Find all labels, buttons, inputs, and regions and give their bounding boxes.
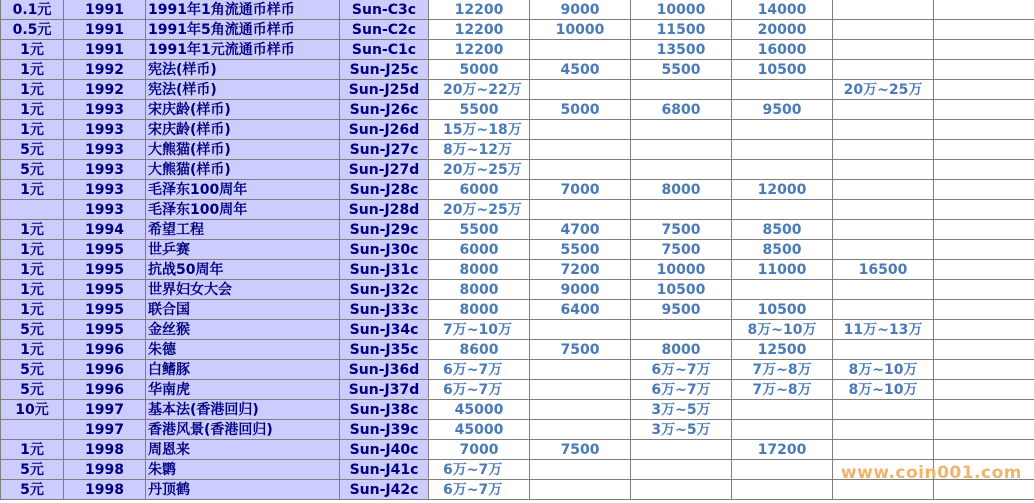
- cell-price-2: [530, 80, 631, 100]
- cell-face-value: [1, 200, 64, 220]
- cell-price-1: 20万~22万: [429, 80, 530, 100]
- table-row: [1, 220, 1034, 240]
- cell-coin-name: 1991年5角流通币样币: [146, 20, 340, 40]
- cell-price-5: [833, 120, 934, 140]
- cell-price-4: 10500: [732, 300, 833, 320]
- cell-catalog-code: Sun-J26d: [340, 120, 429, 140]
- cell-coin-name: 香港风景(香港回归): [146, 420, 340, 440]
- cell-price-1: 7万~10万: [429, 320, 530, 340]
- table-row: [1, 400, 1034, 420]
- cell-price-3: 3万~5万: [631, 400, 732, 420]
- cell-year: 1992: [64, 80, 146, 100]
- cell-price-1: 6万~7万: [429, 480, 530, 500]
- cell-price-4: 11000: [732, 260, 833, 280]
- cell-catalog-code: Sun-J28d: [340, 200, 429, 220]
- cell-catalog-code: Sun-J40c: [340, 440, 429, 460]
- cell-coin-name: 希望工程: [146, 220, 340, 240]
- cell-face-value: 5元: [1, 380, 64, 400]
- cell-coin-name: 毛泽东100周年: [146, 200, 340, 220]
- cell-coin-name: 抗战50周年: [146, 260, 340, 280]
- cell-price-2: 6400: [530, 300, 631, 320]
- cell-price-2: 7500: [530, 340, 631, 360]
- cell-year: 1995: [64, 240, 146, 260]
- cell-face-value: 1元: [1, 280, 64, 300]
- cell-coin-name: 毛泽东100周年: [146, 180, 340, 200]
- cell-price-5: [833, 220, 934, 240]
- table-row: [1, 100, 1034, 120]
- cell-catalog-code: Sun-J37d: [340, 380, 429, 400]
- cell-catalog-code: Sun-C2c: [340, 20, 429, 40]
- cell-price-4: [732, 160, 833, 180]
- cell-face-value: 1元: [1, 100, 64, 120]
- cell-empty: [934, 320, 1034, 340]
- cell-price-2: 10000: [530, 20, 631, 40]
- cell-price-2: 4700: [530, 220, 631, 240]
- cell-price-2: [530, 380, 631, 400]
- cell-face-value: 1元: [1, 60, 64, 80]
- cell-empty: [934, 220, 1034, 240]
- cell-price-1: 8000: [429, 300, 530, 320]
- table-row: [1, 40, 1034, 60]
- cell-catalog-code: Sun-J36d: [340, 360, 429, 380]
- cell-price-5: [833, 180, 934, 200]
- table-row: [1, 200, 1034, 220]
- cell-price-3: [631, 440, 732, 460]
- cell-price-1: 8000: [429, 260, 530, 280]
- cell-price-3: 10000: [631, 0, 732, 20]
- cell-coin-name: 华南虎: [146, 380, 340, 400]
- cell-price-4: [732, 460, 833, 480]
- cell-price-2: 7000: [530, 180, 631, 200]
- cell-price-4: [732, 120, 833, 140]
- cell-coin-name: 白鳍豚: [146, 360, 340, 380]
- table-row: [1, 420, 1034, 440]
- cell-catalog-code: Sun-J39c: [340, 420, 429, 440]
- cell-empty: [934, 440, 1034, 460]
- cell-empty: [934, 120, 1034, 140]
- cell-face-value: 5元: [1, 140, 64, 160]
- cell-price-3: 8000: [631, 340, 732, 360]
- cell-coin-name: 宪法(样币): [146, 80, 340, 100]
- cell-price-2: [530, 480, 631, 500]
- cell-price-3: 7500: [631, 240, 732, 260]
- cell-coin-name: 周恩来: [146, 440, 340, 460]
- cell-coin-name: 世界妇女大会: [146, 280, 340, 300]
- cell-face-value: 0.5元: [1, 20, 64, 40]
- cell-catalog-code: Sun-C1c: [340, 40, 429, 60]
- cell-catalog-code: Sun-J42c: [340, 480, 429, 500]
- cell-price-3: 8000: [631, 180, 732, 200]
- cell-year: 1993: [64, 180, 146, 200]
- cell-price-3: [631, 80, 732, 100]
- cell-face-value: 1元: [1, 340, 64, 360]
- cell-price-1: 6万~7万: [429, 380, 530, 400]
- table-row: [1, 280, 1034, 300]
- cell-price-3: 10000: [631, 260, 732, 280]
- cell-price-1: 6万~7万: [429, 460, 530, 480]
- cell-coin-name: 宋庆龄(样币): [146, 100, 340, 120]
- cell-year: 1991: [64, 0, 146, 20]
- cell-face-value: [1, 420, 64, 440]
- cell-price-4: 8500: [732, 220, 833, 240]
- cell-year: 1995: [64, 280, 146, 300]
- table-row: [1, 120, 1034, 140]
- cell-year: 1997: [64, 420, 146, 440]
- cell-empty: [934, 420, 1034, 440]
- cell-catalog-code: Sun-J32c: [340, 280, 429, 300]
- cell-year: 1993: [64, 140, 146, 160]
- cell-price-2: 7500: [530, 440, 631, 460]
- cell-face-value: 1元: [1, 80, 64, 100]
- cell-catalog-code: Sun-J28c: [340, 180, 429, 200]
- cell-empty: [934, 40, 1034, 60]
- cell-catalog-code: Sun-J27c: [340, 140, 429, 160]
- cell-catalog-code: Sun-J29c: [340, 220, 429, 240]
- cell-price-3: 11500: [631, 20, 732, 40]
- cell-price-4: 16000: [732, 40, 833, 60]
- cell-catalog-code: Sun-J30c: [340, 240, 429, 260]
- cell-price-2: [530, 460, 631, 480]
- cell-price-5: [833, 40, 934, 60]
- cell-year: 1995: [64, 300, 146, 320]
- cell-price-1: 5000: [429, 60, 530, 80]
- cell-price-3: 9500: [631, 300, 732, 320]
- cell-year: 1996: [64, 360, 146, 380]
- cell-empty: [934, 160, 1034, 180]
- cell-price-1: 7000: [429, 440, 530, 460]
- cell-price-3: [631, 200, 732, 220]
- cell-price-1: 8万~12万: [429, 140, 530, 160]
- cell-price-1: 12200: [429, 40, 530, 60]
- cell-price-5: 20万~25万: [833, 80, 934, 100]
- cell-empty: [934, 200, 1034, 220]
- cell-price-4: [732, 280, 833, 300]
- cell-price-5: [833, 440, 934, 460]
- cell-face-value: 1元: [1, 40, 64, 60]
- cell-coin-name: 大熊猫(样币): [146, 140, 340, 160]
- cell-year: 1993: [64, 160, 146, 180]
- cell-catalog-code: Sun-J26c: [340, 100, 429, 120]
- cell-empty: [934, 100, 1034, 120]
- cell-year: 1995: [64, 260, 146, 280]
- table-row: [1, 180, 1034, 200]
- cell-face-value: 0.1元: [1, 0, 64, 20]
- cell-price-5: [833, 240, 934, 260]
- cell-year: 1997: [64, 400, 146, 420]
- cell-price-5: 16500: [833, 260, 934, 280]
- table-row: [1, 60, 1034, 80]
- cell-catalog-code: Sun-J33c: [340, 300, 429, 320]
- cell-price-2: [530, 420, 631, 440]
- cell-year: 1993: [64, 200, 146, 220]
- cell-empty: [934, 340, 1034, 360]
- cell-price-3: 3万~5万: [631, 420, 732, 440]
- cell-coin-name: 1991年1元流通币样币: [146, 40, 340, 60]
- cell-catalog-code: Sun-J25c: [340, 60, 429, 80]
- cell-price-2: 4500: [530, 60, 631, 80]
- cell-price-5: [833, 140, 934, 160]
- cell-empty: [934, 60, 1034, 80]
- cell-price-4: 7万~8万: [732, 360, 833, 380]
- cell-price-2: [530, 140, 631, 160]
- cell-face-value: 1元: [1, 260, 64, 280]
- cell-price-5: [833, 200, 934, 220]
- cell-price-2: 7200: [530, 260, 631, 280]
- cell-price-3: 5500: [631, 60, 732, 80]
- cell-catalog-code: Sun-J34c: [340, 320, 429, 340]
- cell-year: 1991: [64, 20, 146, 40]
- cell-price-4: [732, 420, 833, 440]
- cell-coin-name: 大熊猫(样币): [146, 160, 340, 180]
- cell-catalog-code: Sun-J25d: [340, 80, 429, 100]
- cell-face-value: 1元: [1, 440, 64, 460]
- cell-price-1: 45000: [429, 400, 530, 420]
- cell-price-4: [732, 400, 833, 420]
- cell-year: 1998: [64, 460, 146, 480]
- cell-year: 1993: [64, 120, 146, 140]
- cell-year: 1992: [64, 60, 146, 80]
- cell-empty: [934, 400, 1034, 420]
- table-row: [1, 340, 1034, 360]
- cell-price-4: 12000: [732, 180, 833, 200]
- cell-face-value: 5元: [1, 460, 64, 480]
- cell-price-5: [833, 400, 934, 420]
- cell-coin-name: 基本法(香港回归): [146, 400, 340, 420]
- cell-year: 1998: [64, 480, 146, 500]
- cell-price-2: [530, 40, 631, 60]
- cell-price-5: [833, 20, 934, 40]
- cell-face-value: 5元: [1, 360, 64, 380]
- cell-empty: [934, 260, 1034, 280]
- cell-price-2: [530, 320, 631, 340]
- cell-empty: [934, 360, 1034, 380]
- cell-price-1: 5500: [429, 100, 530, 120]
- table-row: [1, 320, 1034, 340]
- cell-price-2: [530, 200, 631, 220]
- cell-price-2: 9000: [530, 0, 631, 20]
- cell-face-value: 5元: [1, 160, 64, 180]
- cell-price-5: [833, 420, 934, 440]
- cell-year: 1991: [64, 40, 146, 60]
- cell-price-5: [833, 340, 934, 360]
- cell-price-2: 9000: [530, 280, 631, 300]
- table-row: [1, 380, 1034, 400]
- cell-empty: [934, 300, 1034, 320]
- table-row: [1, 360, 1034, 380]
- table-body: [1, 0, 1034, 500]
- cell-face-value: 10元: [1, 400, 64, 420]
- cell-price-1: 6万~7万: [429, 360, 530, 380]
- cell-empty: [934, 280, 1034, 300]
- table-row: [1, 20, 1034, 40]
- cell-price-4: 8500: [732, 240, 833, 260]
- cell-face-value: 1元: [1, 300, 64, 320]
- cell-price-4: 12500: [732, 340, 833, 360]
- cell-price-5: 8万~10万: [833, 360, 934, 380]
- cell-price-3: [631, 160, 732, 180]
- table-row: [1, 240, 1034, 260]
- cell-catalog-code: Sun-J31c: [340, 260, 429, 280]
- table-row: [1, 0, 1034, 20]
- cell-price-5: [833, 280, 934, 300]
- cell-price-4: 9500: [732, 100, 833, 120]
- cell-price-1: 6000: [429, 240, 530, 260]
- cell-price-2: 5000: [530, 100, 631, 120]
- cell-price-3: 13500: [631, 40, 732, 60]
- cell-price-3: [631, 140, 732, 160]
- cell-price-2: [530, 360, 631, 380]
- cell-empty: [934, 0, 1034, 20]
- cell-year: 1998: [64, 440, 146, 460]
- cell-coin-name: 金丝猴: [146, 320, 340, 340]
- cell-year: 1994: [64, 220, 146, 240]
- cell-price-1: 20万~25万: [429, 160, 530, 180]
- cell-coin-name: 朱德: [146, 340, 340, 360]
- table-row: [1, 440, 1034, 460]
- cell-empty: [934, 20, 1034, 40]
- cell-price-1: 6000: [429, 180, 530, 200]
- cell-price-3: 6万~7万: [631, 360, 732, 380]
- cell-price-3: 10500: [631, 280, 732, 300]
- cell-price-4: [732, 480, 833, 500]
- cell-face-value: 5元: [1, 320, 64, 340]
- cell-empty: [934, 80, 1034, 100]
- table-row: [1, 300, 1034, 320]
- cell-coin-name: 朱鹮: [146, 460, 340, 480]
- cell-catalog-code: Sun-J38c: [340, 400, 429, 420]
- cell-year: 1996: [64, 380, 146, 400]
- cell-price-4: 17200: [732, 440, 833, 460]
- cell-face-value: 1元: [1, 240, 64, 260]
- cell-price-2: [530, 120, 631, 140]
- cell-price-5: [833, 0, 934, 20]
- cell-price-1: 8000: [429, 280, 530, 300]
- cell-price-4: [732, 80, 833, 100]
- cell-year: 1995: [64, 320, 146, 340]
- cell-price-4: 10500: [732, 60, 833, 80]
- cell-price-3: [631, 460, 732, 480]
- cell-coin-name: 联合国: [146, 300, 340, 320]
- table-row: [1, 160, 1034, 180]
- cell-empty: [934, 180, 1034, 200]
- cell-price-5: 8万~10万: [833, 380, 934, 400]
- cell-price-4: [732, 140, 833, 160]
- cell-price-4: 20000: [732, 20, 833, 40]
- cell-price-5: [833, 100, 934, 120]
- cell-price-1: 45000: [429, 420, 530, 440]
- cell-price-1: 15万~18万: [429, 120, 530, 140]
- cell-face-value: 5元: [1, 480, 64, 500]
- cell-price-3: 6万~7万: [631, 380, 732, 400]
- cell-empty: [934, 380, 1034, 400]
- cell-price-3: [631, 480, 732, 500]
- cell-empty: [934, 240, 1034, 260]
- cell-price-1: 8600: [429, 340, 530, 360]
- cell-catalog-code: Sun-C3c: [340, 0, 429, 20]
- cell-price-3: 6800: [631, 100, 732, 120]
- cell-coin-name: 1991年1角流通币样币: [146, 0, 340, 20]
- cell-price-5: [833, 60, 934, 80]
- cell-price-4: 14000: [732, 0, 833, 20]
- cell-face-value: 1元: [1, 120, 64, 140]
- cell-catalog-code: Sun-J35c: [340, 340, 429, 360]
- cell-catalog-code: Sun-J27d: [340, 160, 429, 180]
- cell-year: 1993: [64, 100, 146, 120]
- cell-price-2: 5500: [530, 240, 631, 260]
- cell-price-3: 7500: [631, 220, 732, 240]
- table-row: [1, 260, 1034, 280]
- cell-face-value: 1元: [1, 180, 64, 200]
- cell-catalog-code: Sun-J41c: [340, 460, 429, 480]
- cell-price-4: 8万~10万: [732, 320, 833, 340]
- cell-price-5: [833, 300, 934, 320]
- cell-price-1: 12200: [429, 0, 530, 20]
- cell-year: 1996: [64, 340, 146, 360]
- cell-coin-name: 世乒赛: [146, 240, 340, 260]
- cell-empty: [934, 140, 1034, 160]
- cell-price-2: [530, 160, 631, 180]
- cell-price-1: 12200: [429, 20, 530, 40]
- cell-price-4: [732, 200, 833, 220]
- cell-coin-name: 宋庆龄(样币): [146, 120, 340, 140]
- cell-price-5: 11万~13万: [833, 320, 934, 340]
- cell-face-value: 1元: [1, 220, 64, 240]
- site-watermark: www.coin001.com: [840, 463, 1022, 483]
- cell-price-1: 5500: [429, 220, 530, 240]
- table-row: [1, 140, 1034, 160]
- table-row: [1, 80, 1034, 100]
- cell-price-2: [530, 400, 631, 420]
- cell-price-3: [631, 120, 732, 140]
- cell-price-1: 20万~25万: [429, 200, 530, 220]
- cell-price-3: [631, 320, 732, 340]
- cell-price-4: 7万~8万: [732, 380, 833, 400]
- cell-coin-name: 丹顶鹤: [146, 480, 340, 500]
- cell-price-5: [833, 160, 934, 180]
- cell-coin-name: 宪法(样币): [146, 60, 340, 80]
